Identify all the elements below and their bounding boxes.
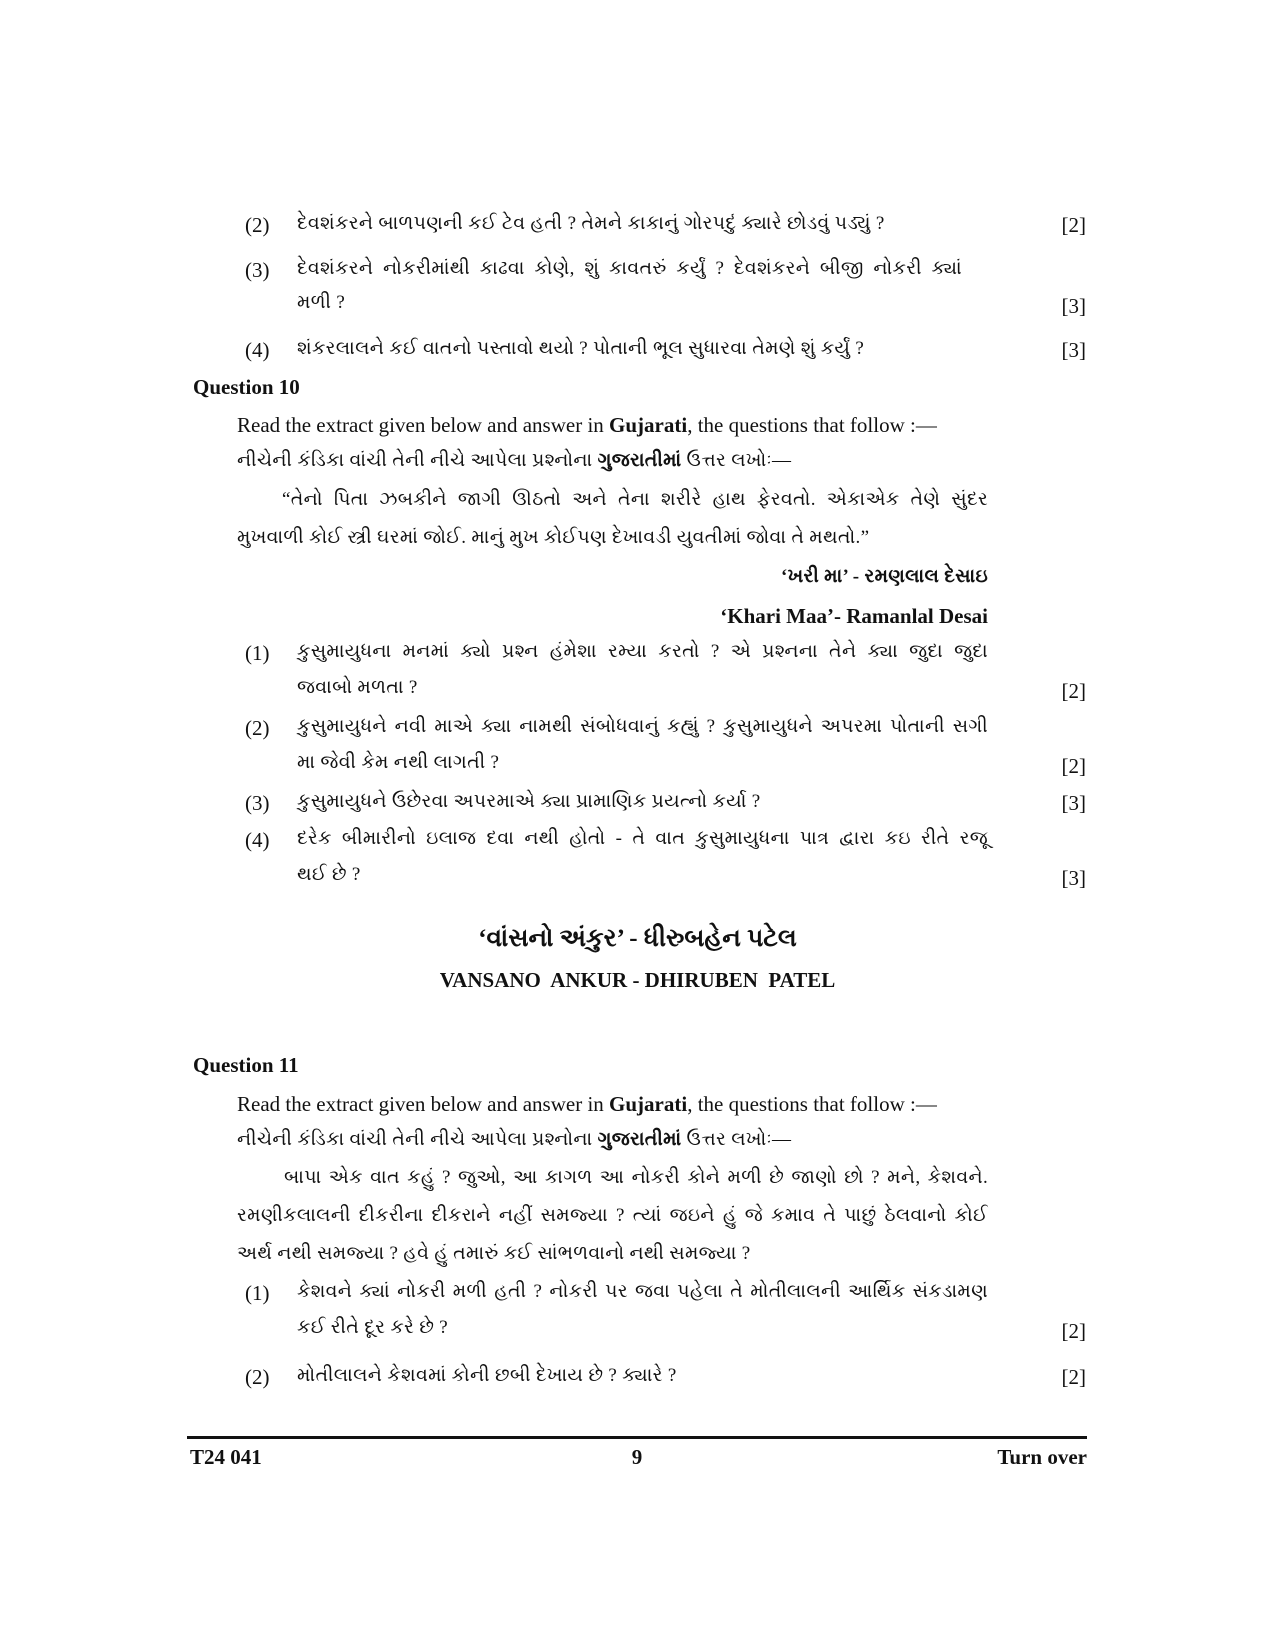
section-title-english: VANSANO ANKUR - DHIRUBEN PATEL — [439, 968, 836, 992]
q11-part2-number: (2) — [245, 1365, 270, 1389]
q10-part1-line2: જવાબો મળતા ? — [297, 677, 418, 698]
q9-part4-marks: [3] — [1061, 338, 1086, 362]
q9-part2-text: દેવશંકરને બાળપણની કઈ ટેવ હતી ? તેમને કાકાનું ગોરપદું ક્યારે છોડવું પડ્યું ? — [297, 213, 885, 234]
q10-part2-marks: [2] — [1061, 754, 1086, 778]
q10-instruction-english: Read the extract given below and answer in Gujarati, the questions that follow :— — [237, 413, 937, 437]
q10-instruction-gujarati: નીચેની કંડિકા વાંચી તેની નીચે આપેલા પ્રશ્નોના ગુજરાતીમાં ઉત્તર લખોઃ— — [237, 450, 792, 471]
q10-part1-number: (1) — [245, 641, 270, 665]
section-title-gujarati: ‘વાંસનો અંકુર’ - ધીરુબહેન પટેલ — [478, 925, 797, 952]
footer-paper-code: T24 041 — [190, 1445, 262, 1469]
q9-part3-line1: દેવશંકરને નોકરીમાંથી કાઢવા કોણે, શું કાવતરું કર્યું ? દેવશંકરને બીજી નોકરી ક્યાં — [297, 258, 962, 279]
footer-page-number: 9 — [631, 1445, 643, 1469]
q11-part2-text: મોતીલાલને કેશવમાં કોની છબી દેખાય છે ? ક્યારે ? — [297, 1365, 677, 1386]
q10-part4-line2: થઈ છે ? — [297, 864, 361, 885]
q10-part3-marks: [3] — [1061, 791, 1086, 815]
q11-part1-line2: કઈ રીતે દૂર કરે છે ? — [297, 1317, 448, 1338]
q10-extract-line2: મુખવાળી કોઈ સ્ત્રી ઘરમાં જોઈ. માનું મુખ કોઈપણ દેખાવડી યુવતીમાં જોવા તે મથતો.” — [237, 527, 870, 548]
q11-extract-line1: બાપા એક વાત કહું ? જુઓ, આ કાગળ આ નોકરી કોને મળી છે જાણો છો ? મને, કેશવને. — [284, 1167, 988, 1188]
q10-part4-marks: [3] — [1061, 866, 1086, 890]
q11-extract-line2: રમણીકલાલની દીકરીના દીકરાને નહીં સમજ્યા ? ત્યાં જઇને હું જે કમાવ તે પાછું ઠેલવાનો કોઈ — [237, 1205, 988, 1226]
q11-instruction-gujarati: નીચેની કંડિકા વાંચી તેની નીચે આપેલા પ્રશ્નોના ગુજરાતીમાં ઉત્તર લખોઃ— — [237, 1129, 792, 1150]
q9-part3-marks: [3] — [1061, 294, 1086, 318]
q9-part4-text: શંકરલાલને કઈ વાતનો પસ્તાવો થયો ? પોતાની ભૂલ સુધારવા તેમણે શું કર્યું ? — [297, 338, 865, 359]
q10-extract-line1: “તેનો પિતા ઝબકીને જાગી ઊઠતો અને તેના શરીરે હાથ ફેરવતો. એકાએક તેણે સુંદર — [282, 489, 988, 510]
footer-rule — [187, 1436, 1087, 1439]
q9-part4-number: (4) — [245, 338, 270, 362]
q10-part2-line1: કુસુમાયુધને નવી માએ ક્યા નામથી સંબોધવાનું કહ્યું ? કુસુમાયુધને અપરમા પોતાની સગી — [297, 716, 988, 737]
q11-part1-line1: કેશવને ક્યાં નોકરી મળી હતી ? નોકરી પર જવા પહેલા તે મોતીલાલની આર્થિક સંકડામણ — [297, 1281, 988, 1302]
q11-part2-marks: [2] — [1061, 1365, 1086, 1389]
q11-part1-number: (1) — [245, 1281, 270, 1305]
q10-part3-text: કુસુમાયુધને ઉછેરવા અપરમાએ ક્યા પ્રામાણિક પ્રયત્નો કર્યા ? — [297, 791, 761, 812]
footer-turn-over: Turn over — [997, 1445, 1087, 1469]
q10-part1-line1: કુસુમાયુધના મનમાં ક્યો પ્રશ્ન હંમેશા રમ્યા કરતો ? એ પ્રશ્નના તેને ક્યા જુદા જુદા — [297, 641, 988, 662]
q9-part2-marks: [2] — [1061, 213, 1086, 237]
q10-part2-number: (2) — [245, 716, 270, 740]
q11-part1-marks: [2] — [1061, 1319, 1086, 1343]
q9-part3-line2: મળી ? — [297, 292, 346, 313]
q9-part3-number: (3) — [245, 258, 270, 282]
q11-instruction-english: Read the extract given below and answer in Gujarati, the questions that follow :— — [237, 1092, 937, 1116]
q10-part2-line2: મા જેવી કેમ નથી લાગતી ? — [297, 752, 500, 773]
q10-part3-number: (3) — [245, 791, 270, 815]
q11-extract-line3: અર્થ નથી સમજ્યા ? હવે હું તમારું કઈ સાંભળવાનો નથી સમજ્યા ? — [237, 1243, 751, 1264]
q10-part4-line1: દરેક બીમારીનો ઇલાજ દવા નથી હોતો - તે વાત કુસુમાયુધના પાત્ર દ્વારા કઇ રીતે રજૂ — [297, 828, 988, 849]
q10-source-gujarati: ‘ખરી મા’ - રમણલાલ દેસાઇ — [781, 566, 988, 587]
question-10-heading: Question 10 — [193, 375, 300, 399]
question-11-heading: Question 11 — [193, 1053, 299, 1077]
q10-part1-marks: [2] — [1061, 679, 1086, 703]
q9-part2-number: (2) — [245, 213, 270, 237]
q10-part4-number: (4) — [245, 828, 270, 852]
q10-source-english: ‘Khari Maa’- Ramanlal Desai — [720, 604, 988, 628]
